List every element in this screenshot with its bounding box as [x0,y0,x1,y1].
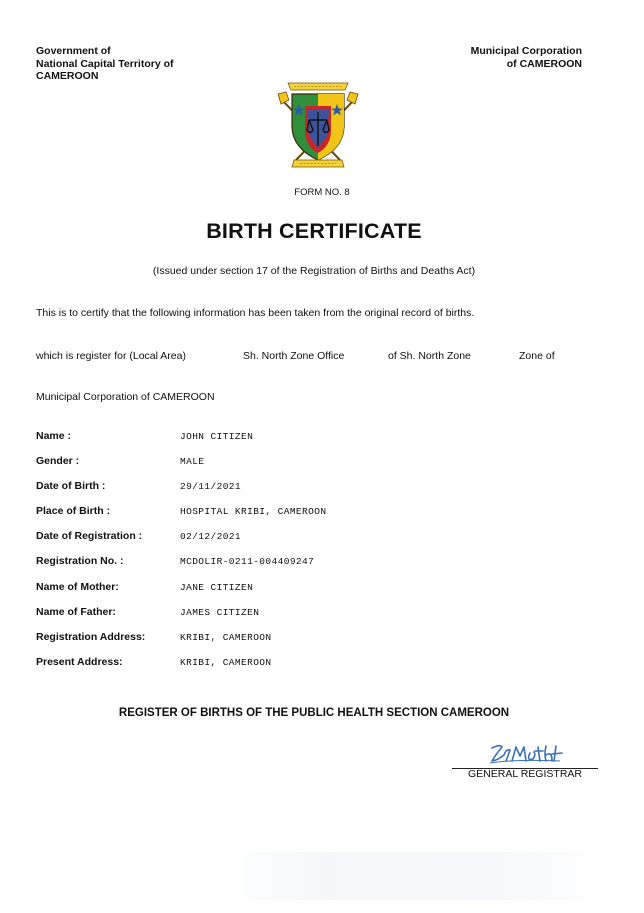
register-zone-office: Sh. North Zone Office [243,350,345,362]
form-number: FORM NO. 8 [294,187,350,198]
field-value: JANE CITIZEN [180,581,254,593]
field-label: Present Address: [36,655,123,668]
field-label: Name : [36,430,72,442]
field-row-registration-address [36,631,596,656]
field-row-gender [36,455,596,480]
birth-details [36,430,596,681]
field-row-name-of-father [36,606,596,631]
field-label: Registration No. : [36,555,124,568]
field-value: JAMES CITIZEN [180,606,260,618]
field-label: Registration Address: [36,630,146,643]
field-row-date-of-birth [36,480,596,505]
register-zone-suffix: Zone of [519,350,555,362]
field-row-date-of-registration [36,530,596,555]
field-label: Name of Mother: [36,580,119,593]
certification-statement: This is to certify that the following information has been taken from the original record of births. [36,307,475,319]
field-row-name-of-mother [36,581,596,606]
municipal-corporation-line: Municipal Corporation of CAMEROON [36,391,215,403]
header-left-line-3: CAMEROON [36,70,99,82]
field-label: Gender : [36,455,80,468]
header-left-line-1: Government of [36,45,111,57]
field-value: MCDOLIR-0211-004409247 [180,556,315,568]
field-label: Name of Father: [36,605,116,618]
field-value: KRIBI, CAMEROON [180,631,272,643]
header-left-line-2: National Capital Territory of [36,57,174,70]
field-row-name [36,430,596,455]
field-value: 29/11/2021 [180,481,242,493]
coat-of-arms-emblem [274,80,362,172]
register-footer: REGISTER OF BIRTHS OF THE PUBLIC HEALTH SECTION CAMEROON [118,707,510,719]
certificate-subtitle: (Issued under section 17 of the Registration of Births and Deaths Act) [152,265,476,277]
header-right-line-2: of CAMEROON [506,57,582,70]
registrar-signature [486,740,566,766]
certificate-title: BIRTH CERTIFICATE [206,219,422,243]
register-local-area-label: which is register for (Local Area) [36,350,186,362]
faded-watermark-area [225,852,610,900]
register-zone-name: of Sh. North Zone [388,350,471,362]
issuing-government [36,45,174,83]
field-value: HOSPITAL KRIBI, CAMEROON [180,506,327,518]
field-label: Place of Birth : [36,505,111,518]
field-value: KRIBI, CAMEROON [180,656,272,668]
field-row-registration-number [36,555,596,580]
issuing-corporation [471,45,582,70]
registrar-title: GENERAL REGISTRAR [468,768,582,780]
field-label: Date of Registration : [36,530,143,543]
field-label: Date of Birth : [36,480,106,493]
field-value: MALE [180,456,205,468]
field-row-present-address [36,656,596,681]
field-row-place-of-birth [36,505,596,530]
field-value: JOHN CITIZEN [180,431,254,442]
field-value: 02/12/2021 [180,531,242,543]
header-right-line-1: Municipal Corporation [470,45,582,57]
